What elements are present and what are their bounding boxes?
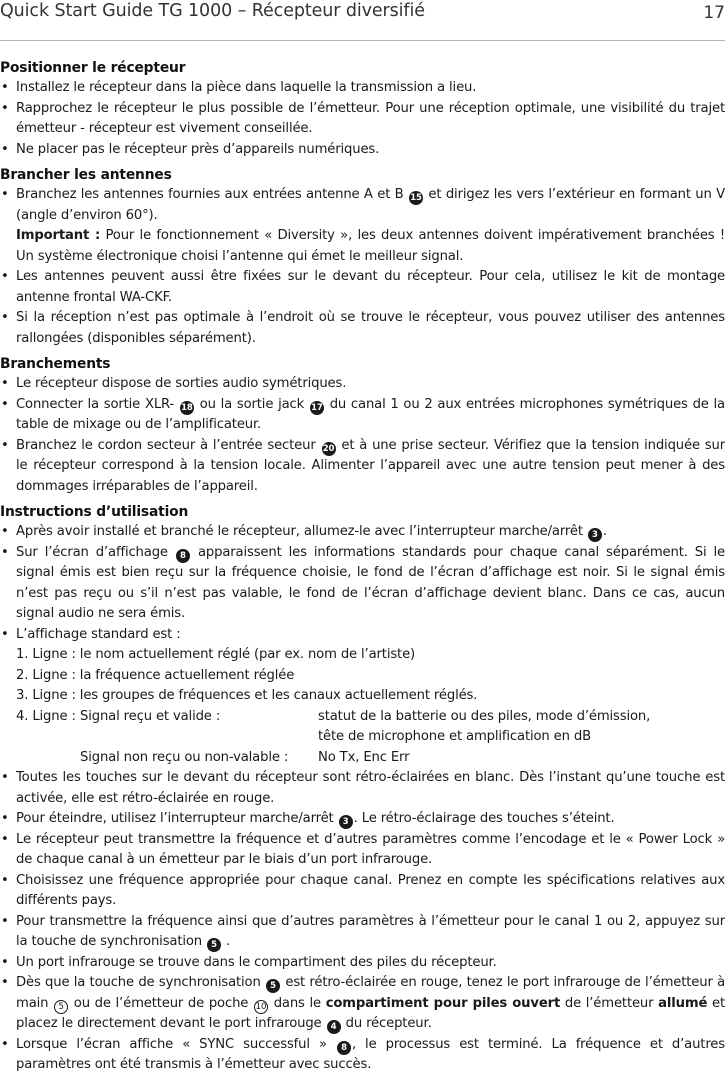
section-positionner bbox=[0, 58, 725, 160]
list-item: • Installez le récepteur dans la pièce dans laquelle la transmission a lieu. bbox=[1, 80, 477, 95]
section-heading: Instructions d’utilisation bbox=[0, 504, 189, 520]
list-item: • Choisissez une fréquence appropriée pour chaque canal. Prenez en compte les spécifications relatives aux différents pays. bbox=[1, 872, 725, 908]
callout-8-icon: 8 bbox=[337, 1041, 351, 1055]
callout-5-icon: 5 bbox=[207, 938, 221, 952]
document-body bbox=[0, 58, 725, 1081]
section-heading: Brancher les antennes bbox=[0, 167, 172, 183]
important-note: Important : Pour le fonctionnement « Diversity », les deux antennes doivent impérativement branchées ! Un système électronique choisi l’antenne qui émet le meilleur signal. bbox=[16, 228, 725, 264]
list-item: • Pour éteindre, utilisez l’interrupteur marche/arrêt 3 . Le rétro-éclairage des touches s’éteint. bbox=[1, 811, 615, 827]
callout-8-icon: 8 bbox=[176, 549, 190, 563]
bullet-list bbox=[0, 768, 725, 1076]
display-line: 1. Ligne : le nom actuellement réglé (par ex. nom de l’artiste) bbox=[16, 647, 416, 662]
list-item: • Sur l’écran d’affichage 8 apparaissent les informations standards pour chaque canal séparément. Si le signal émis est bien reçu sur la fréquence choisie, le fond de l’écran d’affichage est noir. Si le signal émis n’est pas reçu ou s’il n’est pas valable, le fond de l’écran d’affichage devient blanc. Dans ce cas, aucun signal audio ne sera émis. bbox=[1, 544, 725, 621]
display-line: 4. Ligne : Signal reçu et valide : statut de la batterie ou des piles, mode d’émission, bbox=[16, 708, 651, 724]
display-line: 3. Ligne : les groupes de fréquences et les canaux actuellement réglés. bbox=[16, 688, 478, 703]
list-item: • Branchez le cordon secteur à l’entrée secteur 20 et à une prise secteur. Vérifiez que la tension indiquée sur le récepteur correspond à la tension locale. Alimenter l’appareil avec une autre tension peut mener à des dommages irréparables de l’appareil. bbox=[1, 437, 725, 494]
list-item: • Ne placer pas le récepteur près d’appareils numériques. bbox=[1, 141, 380, 157]
list-item: • Pour transmettre la fréquence ainsi que d’autres paramètres à l’émetteur pour le canal 1 ou 2, appuyez sur la touche de synchronisation 5 . bbox=[1, 913, 725, 950]
section-antennes bbox=[0, 165, 725, 349]
section-heading: Branchements bbox=[0, 356, 111, 372]
section-heading: Positionner le récepteur bbox=[0, 60, 186, 76]
standard-display-lines bbox=[0, 645, 725, 768]
list-item: • Après avoir installé et branché le récepteur, allumez-le avec l’interrupteur marche/arrêt 3 . bbox=[1, 524, 607, 540]
callout-10-outline-icon: 10 bbox=[255, 1001, 267, 1012]
bullet-list bbox=[0, 267, 725, 349]
display-line: 2. Ligne : la fréquence actuellement réglée bbox=[16, 667, 295, 683]
callout-17-icon: 17 bbox=[311, 402, 323, 413]
bullet-list bbox=[0, 185, 725, 226]
callout-3-icon: 3 bbox=[588, 528, 602, 542]
callout-20-icon: 20 bbox=[322, 443, 335, 454]
list-item: • Rapprochez le récepteur le plus possible de l’émetteur. Pour une réception optimale, une visibilité du trajet émetteur - récepteur est vivement conseillée. bbox=[1, 100, 725, 136]
list-item: • Les antennes peuvent aussi être fixées sur le devant du récepteur. Pour cela, utilisez le kit de montage antenne frontal WA-CKF. bbox=[1, 269, 725, 305]
page-header bbox=[0, 0, 725, 41]
callout-18-icon: 18 bbox=[181, 402, 193, 413]
callout-4-icon: 4 bbox=[327, 1020, 341, 1034]
callout-5-icon: 5 bbox=[266, 979, 280, 993]
callout-5-outline-icon: 5 bbox=[54, 1000, 68, 1014]
list-item: • Toutes les touches sur le devant du récepteur sont rétro-éclairées en blanc. Dès l’instant qu’une touche est activée, elle est rétro-éclairée en rouge. bbox=[1, 770, 725, 806]
list-item: • Dès que la touche de synchronisation 5 est rétro-éclairée en rouge, tenez le port infrarouge de l’émetteur à main 5 ou de l’émetteur de poche 10 dans le compartiment pour piles ouvert de l’émetteur allumé et placez le directement devant le port infrarouge 4 du récepteur. bbox=[1, 975, 725, 1032]
list-item: • Un port infrarouge se trouve dans le compartiment des piles du récepteur. bbox=[1, 954, 497, 970]
list-item: • Connecter la sortie XLR- 18 ou la sortie jack 17 du canal 1 ou 2 aux entrées microphones symétriques de la table de mixage ou de l’amplificateur. bbox=[1, 396, 725, 432]
bullet-list bbox=[0, 78, 725, 160]
callout-3-icon: 3 bbox=[339, 815, 353, 829]
bullet-list bbox=[0, 522, 725, 645]
list-item: • Lorsque l’écran affiche « SYNC successful » 8 , le processus est terminé. La fréquence et d’autres paramètres ont été transmis à l’émetteur avec succès. bbox=[1, 1036, 725, 1072]
list-item: • Le récepteur dispose de sorties audio symétriques. bbox=[1, 376, 347, 391]
list-item: • Si la réception n’est pas optimale à l’endroit où se trouve le récepteur, vous pouvez utiliser des antennes rallongées (disponibles séparément). bbox=[1, 310, 725, 346]
bullet-list bbox=[0, 374, 725, 497]
section-branchements bbox=[0, 354, 725, 497]
list-item: • Branchez les antennes fournies aux entrées antenne A et B 15 et dirigez les vers l’extérieur en formant un V (angle d’environ 60°). bbox=[1, 187, 725, 223]
page-number: 17 bbox=[703, 3, 725, 23]
section-instructions bbox=[0, 502, 725, 1076]
callout-15-icon: 15 bbox=[410, 193, 422, 203]
display-line: Signal non reçu ou non-valable : No Tx, Enc Err bbox=[80, 749, 410, 765]
list-item: • L’affichage standard est : bbox=[1, 626, 181, 642]
display-line: tête de microphone et amplification en dB bbox=[318, 729, 591, 744]
list-item: • Le récepteur peut transmettre la fréquence et d’autres paramètres comme l’encodage et le « Power Lock » de chaque canal à un émetteur par le biais d’un port infrarouge. bbox=[1, 831, 725, 867]
header-title: Quick Start Guide TG 1000 – Récepteur diversifié bbox=[0, 1, 425, 21]
